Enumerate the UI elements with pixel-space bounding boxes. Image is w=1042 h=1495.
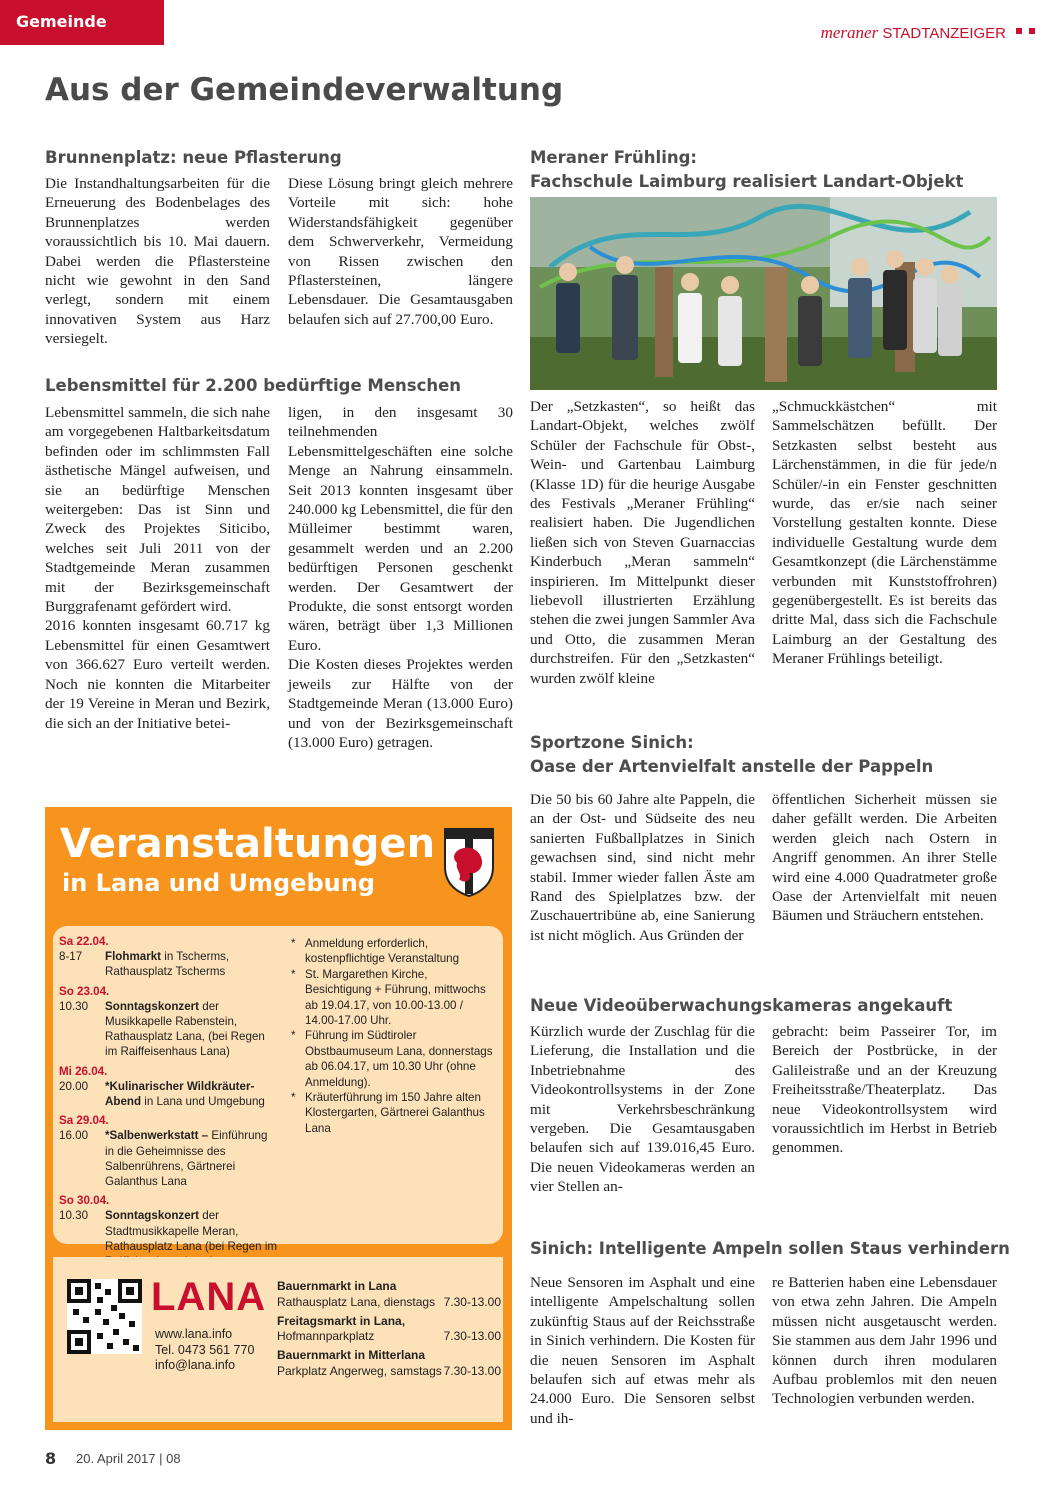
event-date: So 30.04. [59, 1194, 110, 1208]
event-name: *Salbenwerkstatt – [105, 1129, 209, 1143]
event-item [59, 999, 279, 1060]
events-notes [291, 936, 497, 1136]
event-item [59, 1079, 279, 1109]
title-line: Sportzone Sinich: [530, 733, 694, 752]
title-line: Oase der Artenvielfalt anstelle der Pappeln [530, 757, 934, 776]
article-column: Die 50 bis 60 Jahre alte Pappeln, die an der Ost- und Südseite des neu sanierten Fußballplatzes in Sinich gewachsen sind, sind nicht mehr stabil. Immer wieder fallen Äste am Rand des Spielplatzes bzw. der Zuschauertribüne ab, eine Sanierung ist nicht möglich. Aus Gründen der [530, 791, 755, 944]
article-title-fruehling [530, 146, 963, 194]
photo-illustration [530, 197, 997, 390]
title-line: Meraner Frühling: [530, 148, 698, 167]
issue-date: 20. April 2017 | 08 [76, 1451, 181, 1466]
note-marker: * [291, 937, 296, 950]
note-marker: * [291, 1091, 296, 1105]
website-link[interactable]: www.lana.info [155, 1327, 233, 1341]
market-title: Bauernmarkt in Mitterlana [277, 1348, 426, 1363]
lana-contact [155, 1327, 254, 1374]
event-day [59, 934, 279, 980]
page-title: Aus der Gemeindeverwaltung [45, 72, 564, 108]
market-place: Hofmannparkplatz [277, 1329, 375, 1344]
article-column: Die Instandhaltungsarbeiten für die Erneuerung des Bodenbelages des Brunnenplatzes werden voraussichtlich bis 10. Mai dauern. Dabei werden die Pflastersteine nicht wie gewohnt in den Sand verlegt, sondern mit einem innovativen System aus Harz versiegelt. [45, 175, 270, 348]
markets-list [277, 1279, 501, 1380]
brand-rest: STADTANZEIGER [882, 25, 1006, 42]
market-time: 7.30-13.00 [443, 1363, 501, 1378]
event-day [59, 1064, 279, 1110]
note-marker: * [291, 967, 296, 981]
market-time: 7.30-13.00 [443, 1329, 501, 1344]
market-time: 7.30-13.00 [443, 1294, 501, 1309]
article-title-lebensmittel: Lebensmittel für 2.200 bedürftige Menschen [45, 376, 462, 395]
coat-of-arms-icon [443, 827, 495, 897]
event-name: Sonntagskonzert [105, 999, 200, 1013]
events-panel [53, 926, 503, 1253]
event-day [59, 984, 279, 1060]
article-column: gebracht: beim Passeirer Tor, im Bereich der Postbrücke, in der Galileistraße und an der Kreuzung Freiheitsstraße/Theaterplatz. Das neue Videokontrollsystem wird voraussichtlich im Herbst in Betrieb genommen. [772, 1023, 997, 1157]
article-column [45, 403, 270, 733]
event-name: Sonntagskonzert [105, 1209, 200, 1223]
event-item [59, 1128, 279, 1189]
phone-number: Tel. 0473 561 770 [155, 1342, 255, 1357]
event-date: Sa 29.04. [59, 1114, 109, 1128]
event-time: 8-17 [59, 950, 83, 964]
article-title-video: Neue Videoüberwachungskameras angekauft [530, 996, 953, 1015]
title-line: Fachschule Laimburg realisiert Landart-Objekt [530, 172, 964, 191]
event-time: 10.30 [59, 1209, 89, 1223]
article-column: öffentlichen Sicherheit müssen sie daher gefällt werden. Die Arbeiten werden gleich nach Ostern in Angriff genommen. An ihrer Stelle wird eine 4.000 Quadratmeter große Oase der Artenvielfalt mit neuen Bäumen und Sträuchern entstehen. [772, 791, 997, 925]
event-name: *Kulinarischer Wildkräuter-Abend [105, 1079, 255, 1109]
event-date: So 23.04. [59, 984, 110, 998]
event-note [291, 1028, 497, 1090]
event-desc: Einführung in die Geheimnisse des Salbenrührens, Gärtnerei Galanthus Lana [105, 1129, 268, 1189]
event-time: 16.00 [59, 1129, 89, 1143]
market-item [277, 1348, 501, 1380]
paragraph: ligen, in den insgesamt 30 teilnehmenden Lebensmittelgeschäften eine solche Menge an Nahrung einsammeln. Seit 2013 konnten insgesamt über 240.000 kg Lebensmittel, die für den Mülleimer bestimmt waren, gesammelt werden und an 2.200 bedürftigen Personen geschenkt werden. Der Gesamtwert der Produkte, die sonst entsorgt worden wären, beträgt über 1,3 Millionen Euro. [288, 404, 513, 654]
event-time: 10.30 [59, 999, 89, 1013]
event-date: Sa 22.04. [59, 935, 109, 948]
market-item [277, 1314, 501, 1346]
brand-square-icon [1016, 28, 1022, 34]
event-desc: in Lana und Umgebung [141, 1095, 265, 1109]
event-note [291, 967, 497, 1029]
email-link[interactable]: info@lana.info [155, 1358, 236, 1372]
note-text: St. Margarethen Kirche, Besichtigung + Führung, mittwochs ab 19.04.17, von 10.00-13.00 / 14.00-17.00 Uhr. [305, 967, 486, 1028]
event-name: Flohmarkt [105, 950, 162, 964]
event-day [59, 1113, 279, 1189]
events-title: Veranstaltungen [60, 821, 436, 867]
article-column: Diese Lösung bringt gleich mehrere Vorteile mit sich: hohe Widerstandsfähigkeit gegenüber dem Schwerverkehr, Vermeidung von Rissen zwischen den Pflastersteinen, längere Lebensdauer. Die Gesamtausgaben belaufen sich auf 27.700,00 Euro. [288, 175, 513, 328]
market-title: Freitagsmarkt in Lana, [277, 1313, 406, 1328]
lana-logo: LANA [151, 1275, 267, 1319]
section-tab: Gemeinde [0, 0, 164, 45]
events-list [59, 934, 279, 1269]
event-note [291, 1090, 497, 1136]
event-note [291, 936, 497, 967]
article-column: re Batterien haben eine Lebensdauer von etwa zehn Jahren. Die Ampeln müssen nicht ausgetauscht werden. Sie stammen aus dem Jahr 1996 und können durch ihren modularen Aufbau problemlos mit den neuen Technologien verbunden werden. [772, 1274, 997, 1408]
event-item [59, 949, 279, 979]
article-title-sportzone [530, 731, 933, 779]
article-title-brunnenplatz: Brunnenplatz: neue Pflasterung [45, 148, 342, 167]
paragraph: Die Kosten dieses Projektes werden jeweils zur Hälfte von der Stadtgemeinde Meran (13.000 Euro) und von der Bezirksgemeinschaft (13.000 Euro) getragen. [288, 656, 513, 751]
paragraph: 2016 konnten insgesamt 60.717 kg Lebensmittel für einen Gesamtwert von 366.627 Euro verteilt werden. Noch nie konnten die Mitarbeiter der 19 Vereine in Meran und Bezirk, die sich an der Initiative betei- [45, 617, 270, 732]
note-marker: * [291, 1029, 296, 1043]
article-column: „Schmuckkästchen“ mit Sammelschätzen befüllt. Der Setzkasten selbst besteht aus Lärchenstämmen, in die für jede/n Schüler/-in ein Fenster geschnitten wurde, das er/sie nach seiner Vorstellung gestalten konnte. Diese individuelle Gestaltung wurde dem Gesamtkonzept (die Lärchenstämme verbunden mit Kunststoffrohren) gegenübergestellt. Es ist bereits das dritte Mal, dass sich die Fachschule Laimburg an der Gestaltung des Meraner Frühlings beteiligt. [772, 398, 997, 668]
events-box [45, 807, 512, 1430]
paragraph: Lebensmittel sammeln, die sich nahe am vorgegebenen Haltbarkeitsdatum befinden oder im schlimmsten Fall ästhetische Mängel aufweisen, und sie an bedürftige Menschen weitergeben: Das ist Sinn und Zweck des Projektes Siticibo, welches seit Juli 2011 von der Stadtgemeinde Meran zusammen mit der Bezirksgemeinschaft Burggrafenamt gefördert wird. [45, 404, 270, 616]
qr-code-icon[interactable] [67, 1279, 142, 1354]
event-desc: der Musikkapelle Rabenstein, Rathausplatz Lana, (bei Regen im Raiffeisenhaus Lana) [105, 999, 265, 1059]
market-place: Rathausplatz Lana, dienstags [277, 1294, 436, 1309]
event-time: 20.00 [59, 1079, 89, 1093]
article-column: Der „Setzkasten“, so heißt das Landart-Objekt, welches zwölf Schüler der Fachschule für Obst-, Wein- und Gartenbau Laimburg (Klasse 1D) für die heurige Ausgabe des Festivals „Meraner Frühling“ realisiert haben. Die Jugendlichen ließen sich von Steven Guarnaccias Kinderbuch „Meran sammeln“ inspirieren. Im Mittelpunkt dieser liebevoll illustrierten Erzählung stehen die zwei jungen Sammler Ava und Otto, die zusammen Meran durchstreifen. Für den „Setzkasten“ wurden zwölf kleine [530, 398, 755, 687]
page-number: 8 [45, 1449, 57, 1468]
note-text: Führung im Südtiroler Obstbaumuseum Lana, donnerstags ab 06.04.17, um 10.30 Uhr (ohne Anmeldung). [305, 1029, 493, 1089]
article-column: Kürzlich wurde der Zuschlag für die Lieferung, die Installation und die Inbetriebnahme des Videokontrollsystems in der Zone mit Verkehrsbeschränkung vergeben. Die Gesamtausgaben belaufen sich auf 139.016,45 Euro. Die neuen Videokameras werden an vier Stellen an- [530, 1023, 755, 1196]
article-column: Neue Sensoren im Asphalt und eine intelligente Ampelschaltung sollen zukünftig Staus auf der Reichsstraße in Sinich verhindern. Die Kosten für die neuen Sensoren im Asphalt belaufen sich auf etwas mehr als 24.000 Euro. Die Sensoren selbst und ih- [530, 1274, 755, 1427]
events-footer [53, 1257, 503, 1422]
note-text: Anmeldung erforderlich, kostenpflichtige Veranstaltung [305, 937, 460, 966]
market-title: Bauernmarkt in Lana [277, 1279, 397, 1293]
note-text: Kräuterführung im 150 Jahre alten Klostergarten, Gärtnerei Galanthus Lana [305, 1091, 485, 1135]
article-column [288, 403, 513, 752]
events-subtitle: in Lana und Umgebung [62, 869, 375, 897]
event-desc: der Stadtmusikkapelle Meran, Rathausplatz Lana (bei Regen im [105, 1209, 278, 1253]
photo-students-landart [530, 197, 997, 390]
article-title-ampeln: Sinich: Intelligente Ampeln sollen Staus verhindern [530, 1239, 1010, 1258]
brand-italic: meraner [820, 23, 879, 42]
brand-square-icon [1029, 28, 1035, 34]
market-item [277, 1279, 501, 1311]
brand-logo [821, 23, 1006, 43]
market-place: Parkplatz Angerweg, samstags [277, 1363, 442, 1378]
event-date: Mi 26.04. [59, 1064, 108, 1078]
event-desc: in Tscherms, Rathausplatz Tscherms [105, 950, 230, 979]
